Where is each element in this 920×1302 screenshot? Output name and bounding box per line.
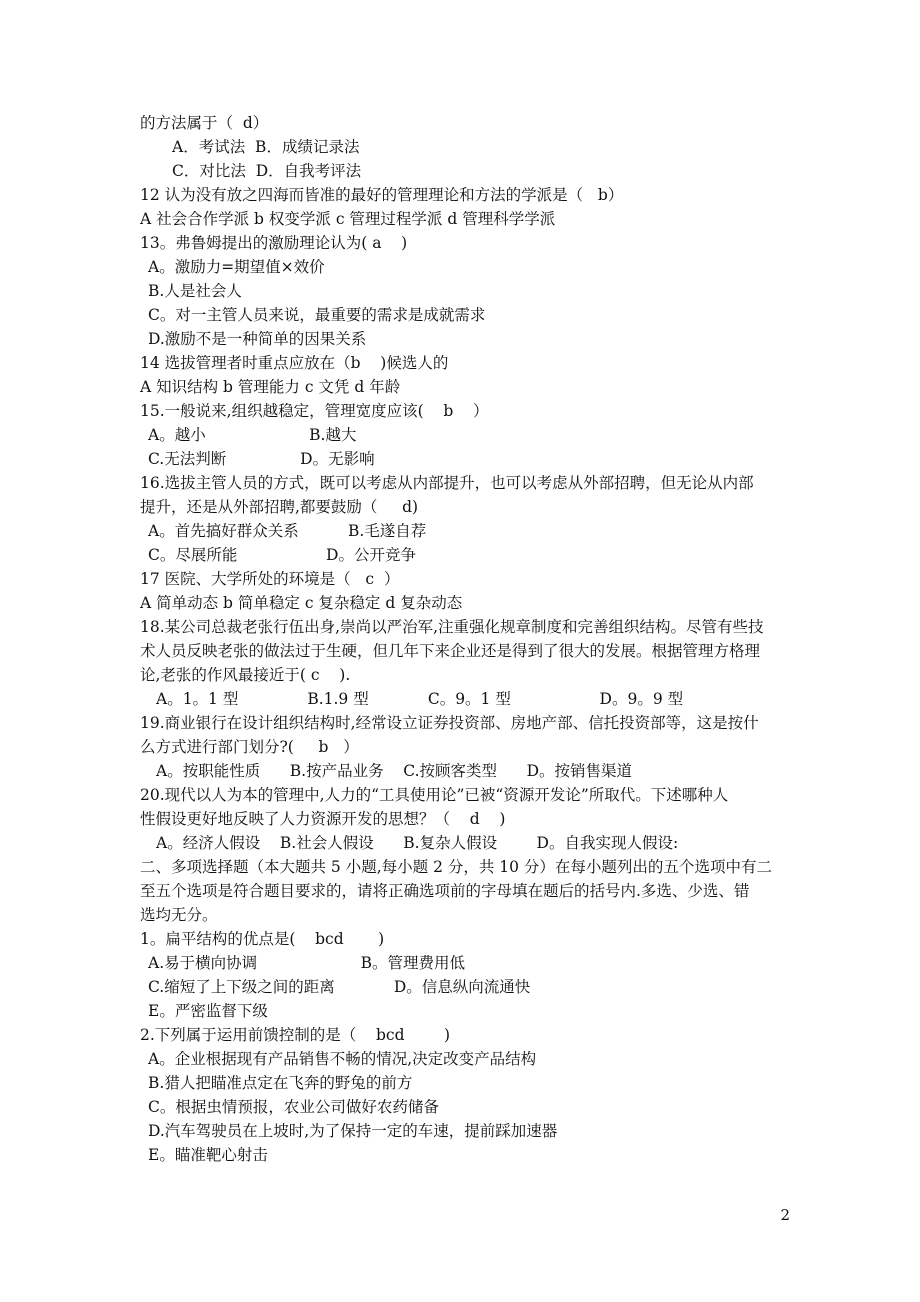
- question-19-stem-2: 么方式进行部门划分?( b ）: [140, 738, 359, 756]
- question-11-stem-end: 的方法属于（ d）: [140, 114, 269, 132]
- q16-options-cd: C。尽展所能 D。公开竞争: [148, 546, 416, 564]
- mc1-options-ab: A.易于横向协调 B。管理费用低: [148, 954, 465, 972]
- question-18-stem-1: 18.某公司总裁老张行伍出身,崇尚以严治军,注重强化规章制度和完善组织结构。尽管有些技: [140, 618, 764, 636]
- mc1-options-cd: C.缩短了上下级之间的距离 D。信息纵向流通快: [148, 978, 531, 996]
- q13-option-d: D.激励不是一种简单的因果关系: [148, 330, 367, 348]
- question-18-stem-2: 术人员反映老张的做法过于生硬，但几年下来企业还是得到了很大的发展。根据管理方格理: [140, 642, 761, 660]
- q20-options: A。经济人假设 B.社会人假设 B.复杂人假设 D。自我实现人假设:: [156, 834, 679, 852]
- question-15-stem: 15.一般说来,组织越稳定，管理宽度应该( b ）: [140, 402, 489, 420]
- q18-options: A。1。1 型 B.1.9 型 C。9。1 型 D。9。9 型: [156, 690, 684, 708]
- mc2-option-e: E。瞄准靶心射击: [148, 1146, 268, 1164]
- question-20-stem-2: 性假设更好地反映了人力资源开发的思想？（ d ): [140, 810, 506, 828]
- section-2-heading-3: 选均无分。: [140, 906, 218, 924]
- q19-options: A。按职能性质 B.按产品业务 C.按顾客类型 D。按销售渠道: [156, 762, 633, 780]
- question-16-stem-2: 提升，还是从外部招聘,都要鼓励（ d): [140, 498, 419, 516]
- question-14-stem: 14 选拔管理者时重点应放在（b )候选人的: [140, 354, 449, 372]
- q16-options-ab: A。首先搞好群众关系 B.毛遂自荐: [148, 522, 427, 540]
- question-20-stem-1: 20.现代以人为本的管理中,人力的“工具使用论”已被“资源开发论”所取代。下述哪种人: [140, 786, 729, 804]
- question-18-stem-3: 论,老张的作风最接近于( c ).: [140, 666, 351, 684]
- mc2-option-d: D.汽车驾驶员在上坡时,为了保持一定的车速，提前踩加速器: [148, 1122, 558, 1140]
- question-17-stem: 17 医院、大学所处的环境是（ c ）: [140, 570, 400, 588]
- q13-option-b: B.人是社会人: [148, 282, 242, 300]
- q14-options: A 知识结构 b 管理能力 c 文凭 d 年龄: [140, 378, 401, 396]
- q13-option-c: C。对一主管人员来说，最重要的需求是成就需求: [148, 306, 486, 324]
- q15-options-cd: C.无法判断 D。无影响: [148, 450, 375, 468]
- mc-question-2-stem: 2.下列属于运用前馈控制的是（ bcd ): [140, 1026, 450, 1044]
- q11-options-cd: C．对比法 D．自我考评法: [172, 162, 362, 180]
- q12-options: A 社会合作学派 b 权变学派 c 管理过程学派 d 管理科学学派: [140, 210, 556, 228]
- section-2-heading-2: 至五个选项是符合题目要求的，请将正确选项前的字母填在题后的括号内.多选、少选、错: [140, 882, 750, 900]
- page-number: 2: [780, 1206, 790, 1224]
- mc2-option-a: A。企业根据现有产品销售不畅的情况,决定改变产品结构: [148, 1050, 537, 1068]
- question-13-stem: 13。弗鲁姆提出的激励理论认为( a ): [140, 234, 408, 252]
- mc-question-1-stem: 1。扁平结构的优点是( bcd ): [140, 930, 385, 948]
- question-16-stem-1: 16.选拔主管人员的方式，既可以考虑从内部提升，也可以考虑从外部招聘，但无论从内部: [140, 474, 754, 492]
- mc2-option-b: B.猎人把瞄准点定在飞奔的野兔的前方: [148, 1074, 413, 1092]
- q13-option-a: A。激励力=期望值×效价: [148, 258, 325, 276]
- question-19-stem-1: 19.商业银行在设计组织结构时,经常设立证券投资部、房地产部、信托投资部等，这是按什: [140, 714, 759, 732]
- question-12-stem: 12 认为没有放之四海而皆准的最好的管理理论和方法的学派是（ b）: [140, 186, 624, 204]
- q11-options-ab: A．考试法 B．成绩记录法: [172, 138, 360, 156]
- section-2-heading-1: 二、多项选择题（本大题共 5 小题,每小题 2 分，共 10 分）在每小题列出的五个选项中有二: [140, 858, 772, 876]
- mc2-option-c: C。根据虫情预报，农业公司做好农药储备: [148, 1098, 439, 1116]
- mc1-option-e: E。严密监督下级: [148, 1002, 268, 1020]
- q15-options-ab: A。越小 B.越大: [148, 426, 357, 444]
- q17-options: A 简单动态 b 简单稳定 c 复杂稳定 d 复杂动态: [140, 594, 463, 612]
